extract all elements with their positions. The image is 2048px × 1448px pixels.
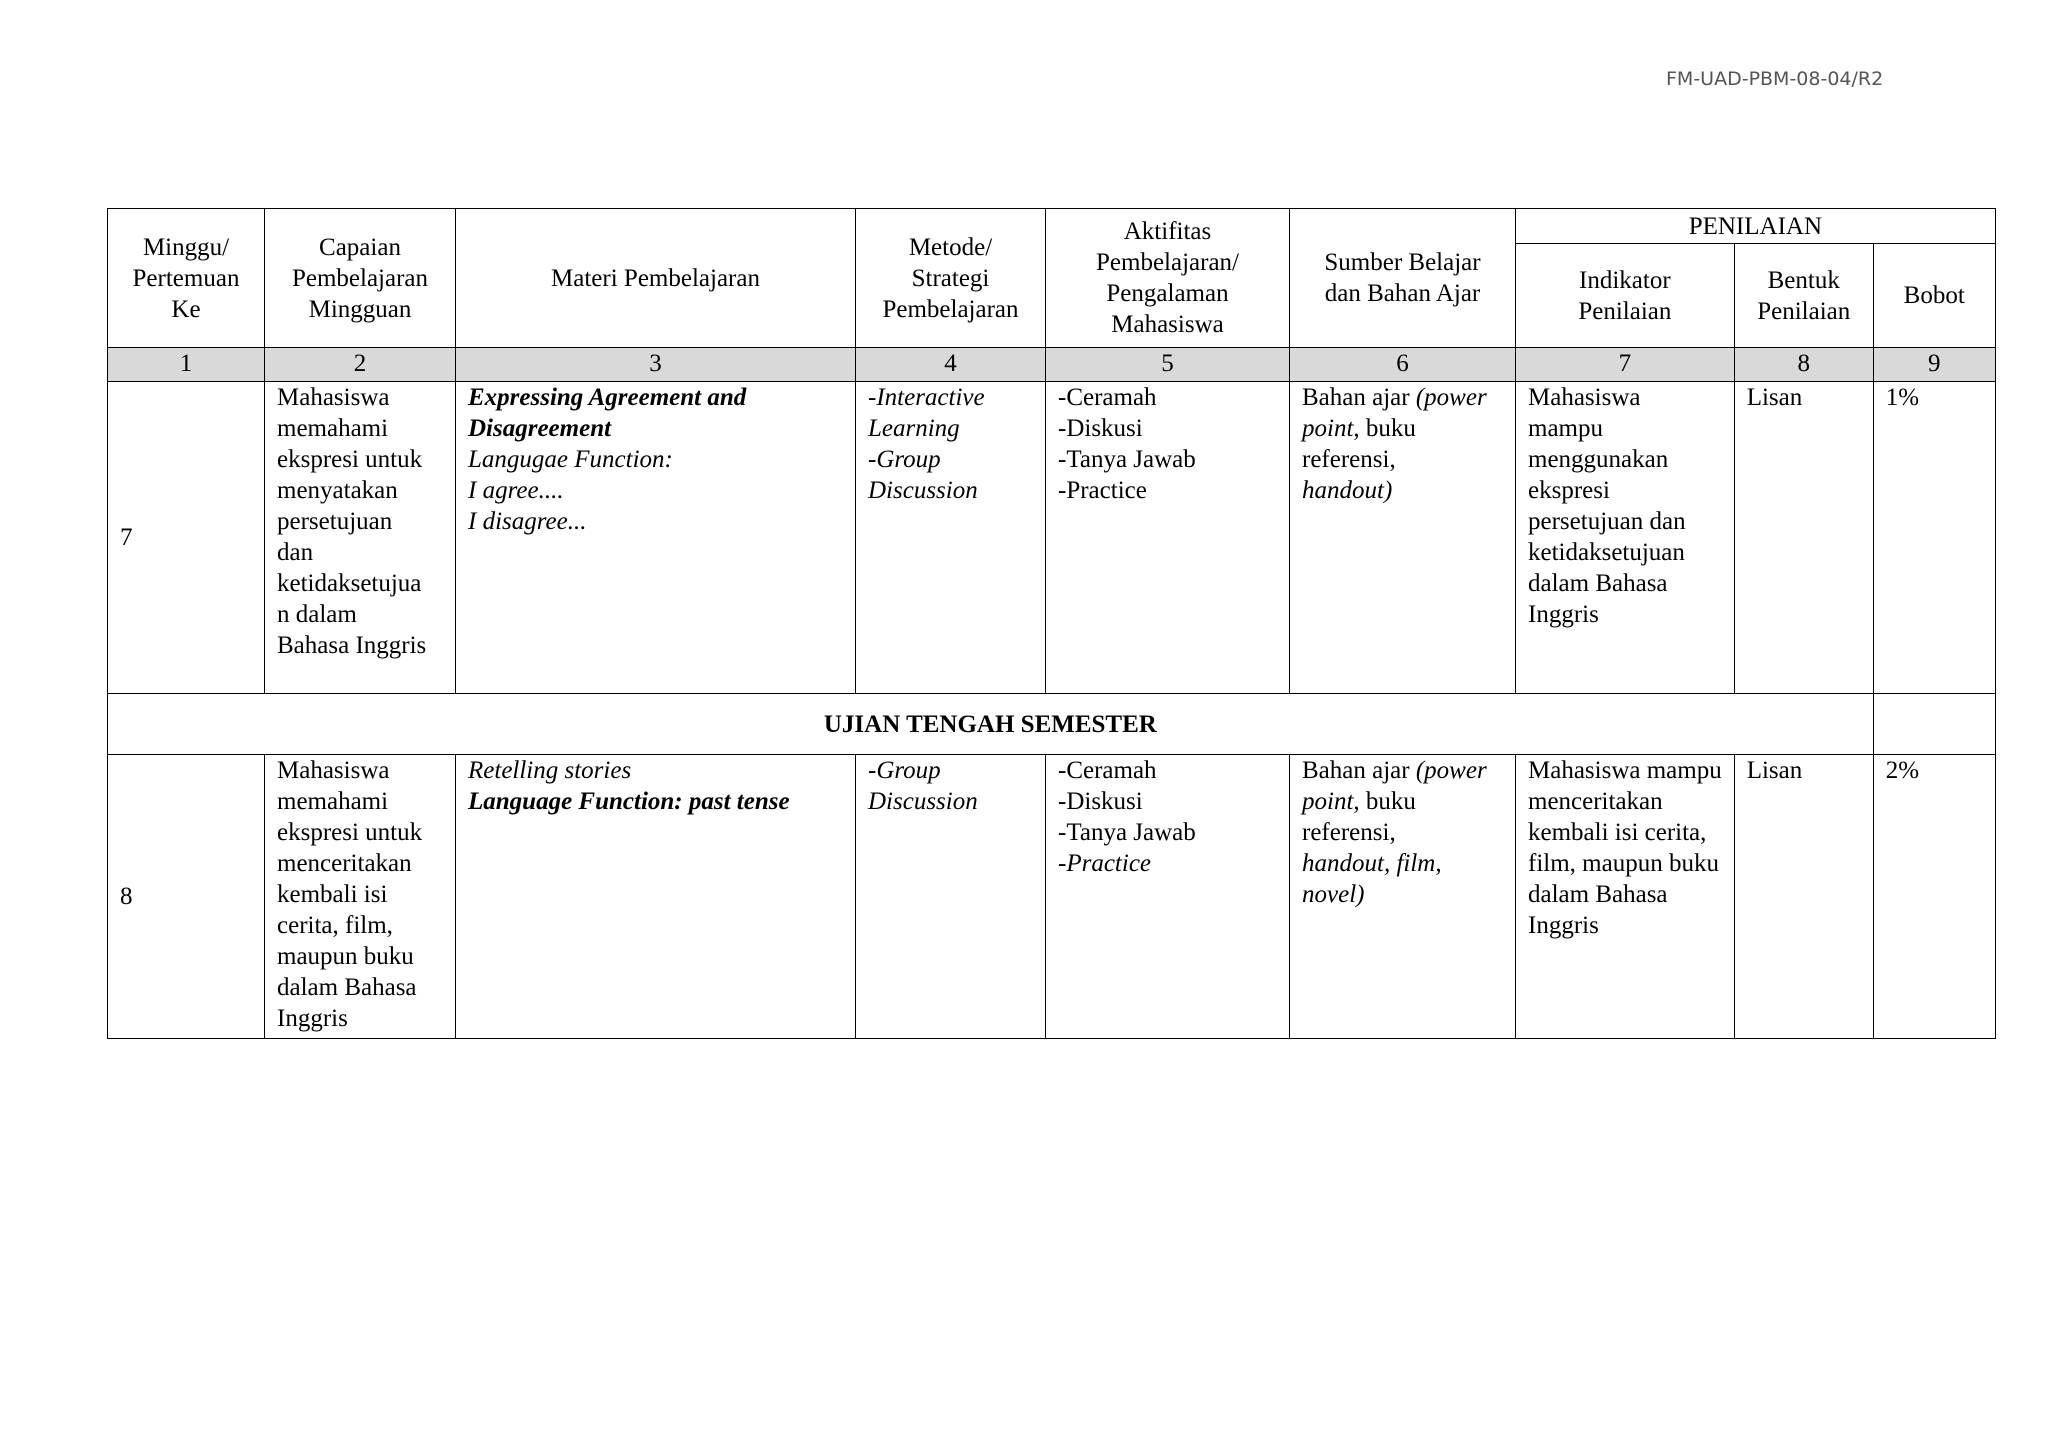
- header-penilaian: PENILAIAN: [1516, 209, 1996, 244]
- uts-label: UJIAN TENGAH SEMESTER: [108, 694, 1874, 755]
- header-indikator: Indikator Penilaian: [1516, 244, 1735, 348]
- bentuk-cell: Lisan: [1734, 382, 1873, 694]
- column-number: 3: [456, 348, 856, 382]
- table-row-week-7: [108, 382, 1996, 694]
- column-number: 4: [856, 348, 1046, 382]
- aktifitas-cell: -Ceramah -Diskusi -Tanya Jawab -Practice: [1046, 755, 1290, 1039]
- header-capaian: Capaian Pembelajaran Mingguan: [265, 209, 456, 348]
- lesson-plan-table: [107, 208, 1996, 1039]
- column-number: 9: [1873, 348, 1995, 382]
- week-number: 7: [108, 382, 265, 694]
- bentuk-cell: Lisan: [1734, 755, 1873, 1039]
- sumber-cell: Bahan ajar (power point, buku referensi, handout): [1290, 382, 1516, 694]
- column-number: 7: [1516, 348, 1735, 382]
- metode-cell: -Group Discussion: [856, 755, 1046, 1039]
- indikator-cell: Mahasiswa mampu menggunakan ekspresi persetujuan dan ketidaksetujuan dalam Bahasa Inggris: [1516, 382, 1735, 694]
- uts-empty-cell: [1873, 694, 1995, 755]
- column-number: 5: [1046, 348, 1290, 382]
- capaian-cell: Mahasiswa memahami ekspresi untuk menyatakan persetujuan dan ketidaksetujua n dalam Bahasa Inggris: [265, 382, 456, 694]
- column-number: 8: [1734, 348, 1873, 382]
- header-materi: Materi Pembelajaran: [456, 209, 856, 348]
- column-number: 6: [1290, 348, 1516, 382]
- metode-cell: -Interactive Learning -Group Discussion: [856, 382, 1046, 694]
- header-minggu: Minggu/ Pertemuan Ke: [108, 209, 265, 348]
- document-code: FM-UAD-PBM-08-04/R2: [1666, 68, 1884, 90]
- header-metode: Metode/ Strategi Pembelajaran: [856, 209, 1046, 348]
- header-sumber: Sumber Belajar dan Bahan Ajar: [1290, 209, 1516, 348]
- aktifitas-cell: -Ceramah -Diskusi -Tanya Jawab -Practice: [1046, 382, 1290, 694]
- header-bentuk: Bentuk Penilaian: [1734, 244, 1873, 348]
- sumber-cell: Bahan ajar (power point, buku referensi, handout, film, novel): [1290, 755, 1516, 1039]
- week-number: 8: [108, 755, 265, 1039]
- header-bobot: Bobot: [1873, 244, 1995, 348]
- indikator-cell: Mahasiswa mampu menceritakan kembali isi cerita, film, maupun buku dalam Bahasa Inggris: [1516, 755, 1735, 1039]
- bobot-cell: 1%: [1873, 382, 1995, 694]
- column-number: 1: [108, 348, 265, 382]
- bobot-cell: 2%: [1873, 755, 1995, 1039]
- materi-cell: Retelling stories Language Function: past tense: [456, 755, 856, 1039]
- materi-cell: Expressing Agreement and Disagreement Langugae Function: I agree.... I disagree...: [456, 382, 856, 694]
- column-number-row: [108, 348, 1996, 382]
- table-row-week-8: [108, 755, 1996, 1039]
- column-number: 2: [265, 348, 456, 382]
- capaian-cell: Mahasiswa memahami ekspresi untuk menceritakan kembali isi cerita, film, maupun buku dalam Bahasa Inggris: [265, 755, 456, 1039]
- uts-row: [108, 694, 1996, 755]
- header-aktifitas: Aktifitas Pembelajaran/ Pengalaman Mahasiswa: [1046, 209, 1290, 348]
